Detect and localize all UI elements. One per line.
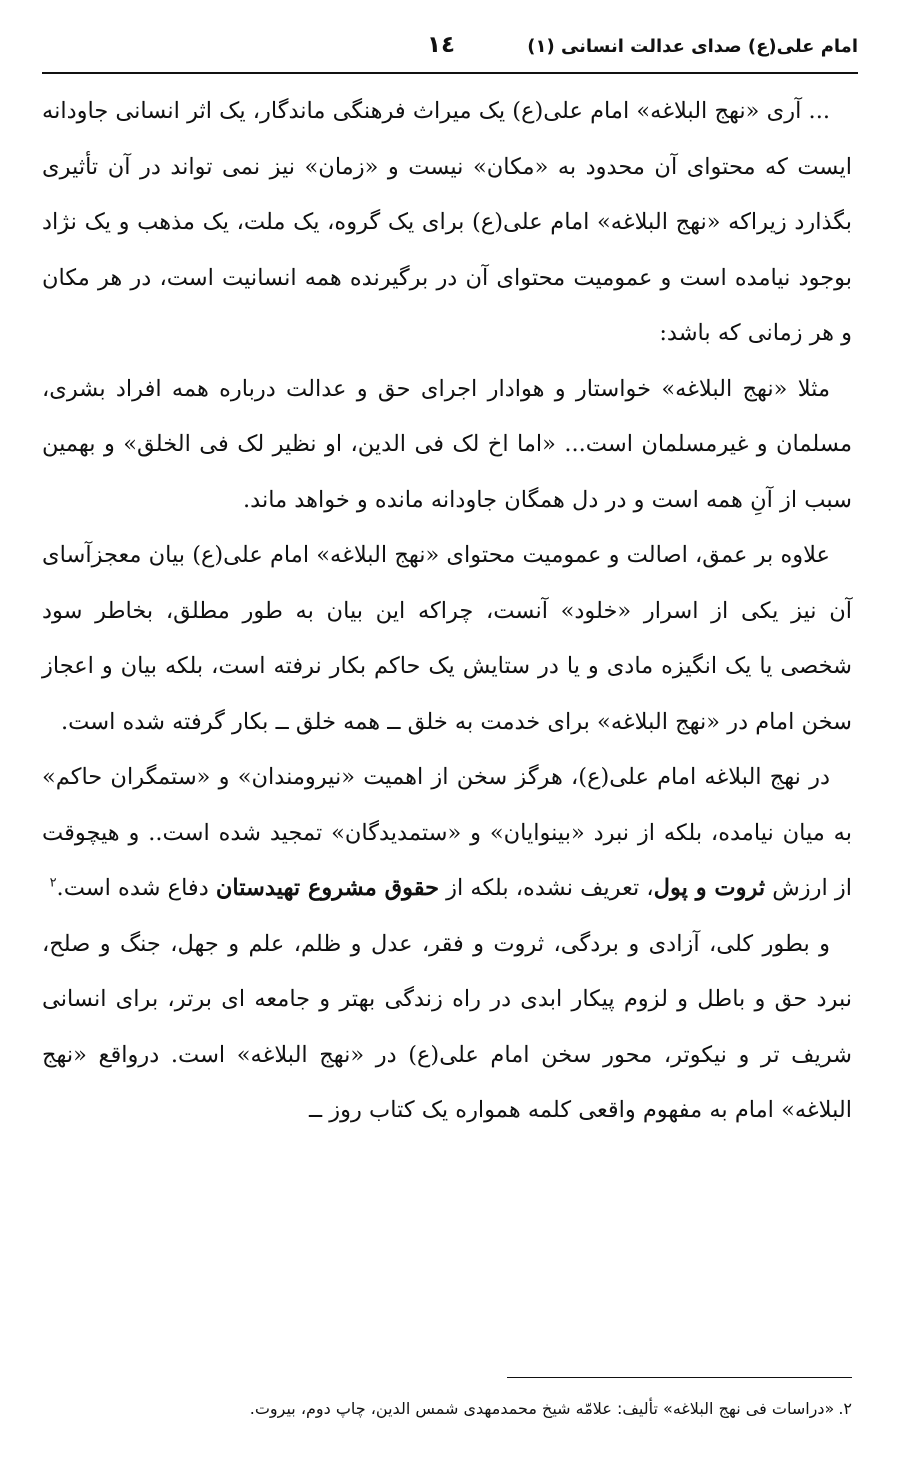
running-title: امام علی(ع) صدای عدالت انسانی (۱) bbox=[527, 36, 858, 57]
paragraph-3: علاوه بر عمق، اصالت و عمومیت محتوای «نهج البلاغه» امام علی(ع) بیان معجزآسای آن نیز یکی از اسرار «خلود» آنست، چراکه این بیان به طور مطلق، بخاطر سود شخصی یا یک انگیزه مادی و یا در ستایش یک حاکم بکار نرفته است، بلکه بیان و اعجاز سخن امام در «نهج البلاغه» برای خدمت به خلق ــ همه خلق ــ بکار گرفته شده است. bbox=[42, 542, 852, 735]
footnote-reference[interactable]: ۲ bbox=[49, 875, 57, 891]
header-divider bbox=[42, 72, 858, 74]
paragraph-4-bold-wealth: ثروت و پول bbox=[653, 875, 766, 901]
footnote-number: ۲. bbox=[838, 1399, 852, 1418]
paragraph-4-bold-rights: حقوق مشروع تهیدستان bbox=[215, 875, 439, 901]
paragraph-4-text-a: در نهج البلاغه امام علی(ع)، هرگز سخن از اهمیت «نیرومندان» و «ستمگران حاکم» به میان نیامده، بلکه از نبرد «بینوایان» و «ستمدیدگان» تمجید شده است.. و هیچوقت از ارزش bbox=[42, 764, 852, 901]
paragraph-1: ... آری «نهج البلاغه» امام علی(ع) یک میراث فرهنگی ماندگار، یک اثر انسانی جاودانه ایست که محتوای آن محدود به «مکان» نیست و «زمان» نیز نمی تواند در آن تأثیری بگذارد زیراکه «نهج البلاغه» امام علی(ع) برای یک گروه، یک ملت، یک مذهب و یک نژاد بوجود نیامده است و عمومیت محتوای آن در برگیرنده همه انسانیت است، در هر مکان و هر زمانی که باشد: bbox=[42, 98, 852, 346]
paragraph-2: مثلا «نهج البلاغه» خواستار و هوادار اجرای حق و عدالت درباره همه افراد بشری، مسلمان و غیرمسلمان است... «اما اخ لک فی الدین، او نظیر لک فی الخلق» و بهمین سبب از آنِ همه است و در دل همگان جاودانه مانده و خواهد ماند. bbox=[42, 375, 852, 513]
paragraph-5: و بطور کلی، آزادی و بردگی، ثروت و فقر، عدل و ظلم، علم و جهل، جنگ و صلح، نبرد حق و باطل و لزوم پیکار ابدی در راه زندگی بهتر و جامعه ای برتر، برای انسانی شریف تر و نیکوتر، محور سخن امام علی(ع) در «نهج البلاغه» است. درواقع «نهج البلاغه» امام به مفهوم واقعی کلمه همواره یک کتاب روز ــ bbox=[42, 930, 852, 1123]
page-number: ۱٤ bbox=[427, 32, 456, 58]
paragraph-4-text-c: دفاع شده است. bbox=[56, 875, 216, 901]
footnote bbox=[42, 1396, 852, 1422]
page-header bbox=[42, 30, 858, 70]
paragraph-4 bbox=[42, 750, 852, 917]
footnote-divider bbox=[507, 1377, 852, 1378]
body-text bbox=[42, 84, 852, 1319]
footnote-text: «دراسات فی نهج البلاغه» تألیف: علامّه شیخ محمدمهدی شمس الدین، چاپ دوم، بیروت. bbox=[249, 1399, 835, 1418]
paragraph-4-text-b: ، تعریف نشده، بلکه از bbox=[439, 875, 654, 901]
